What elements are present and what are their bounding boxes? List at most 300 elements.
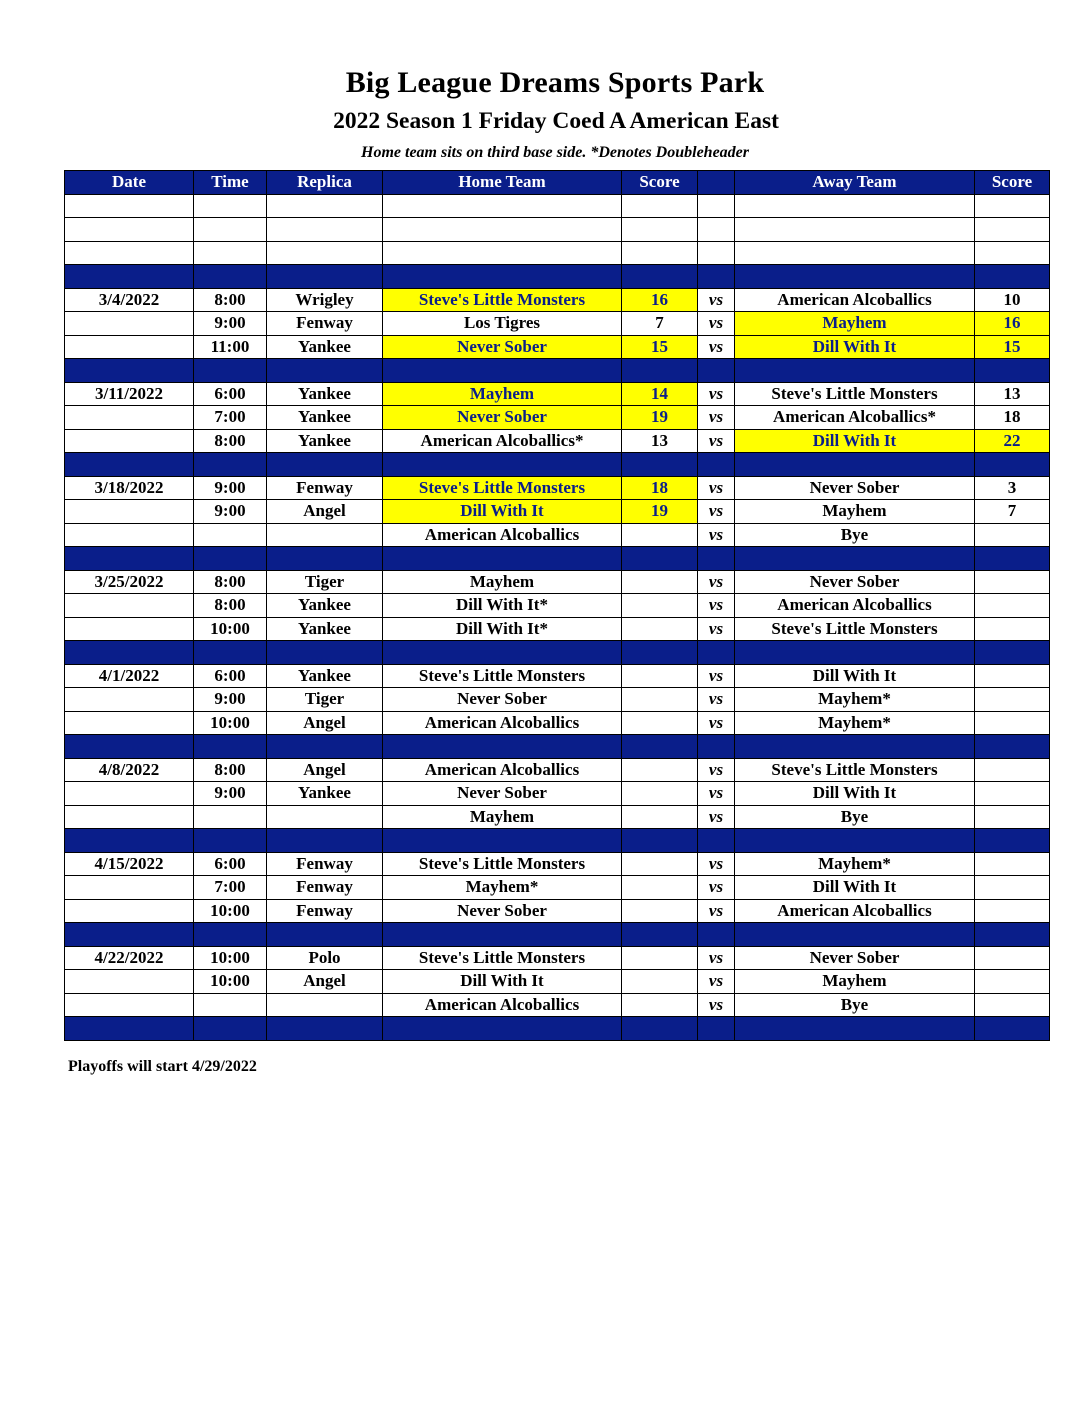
separator-cell — [975, 735, 1050, 759]
away-team-cell: Never Sober — [735, 476, 975, 500]
home-score-cell: 19 — [622, 500, 698, 524]
away-score-cell: 13 — [975, 382, 1050, 406]
away-score-cell — [975, 688, 1050, 712]
vs-cell: vs — [698, 664, 735, 688]
away-team-cell: American Alcoballics — [735, 594, 975, 618]
column-header-date: Date — [65, 171, 194, 195]
away-score-cell: 10 — [975, 288, 1050, 312]
home-team-cell: Steve's Little Monsters — [383, 852, 622, 876]
game-row — [65, 594, 1050, 618]
separator-cell — [267, 735, 383, 759]
blank-cell — [65, 194, 194, 218]
home-score-cell — [622, 782, 698, 806]
away-score-cell — [975, 993, 1050, 1017]
home-score-cell: 7 — [622, 312, 698, 336]
vs-cell: vs — [698, 993, 735, 1017]
home-score-cell — [622, 758, 698, 782]
game-row — [65, 429, 1050, 453]
replica-field-cell: Tiger — [267, 570, 383, 594]
date-cell — [65, 617, 194, 641]
vs-cell: vs — [698, 406, 735, 430]
blank-row — [65, 241, 1050, 265]
date-cell: 3/25/2022 — [65, 570, 194, 594]
replica-field-cell: Tiger — [267, 688, 383, 712]
home-team-cell: Dill With It* — [383, 617, 622, 641]
week-separator-row — [65, 829, 1050, 853]
time-cell: 10:00 — [194, 899, 267, 923]
blank-cell — [622, 194, 698, 218]
game-row — [65, 382, 1050, 406]
home-score-cell — [622, 523, 698, 547]
home-team-cell: American Alcoballics — [383, 993, 622, 1017]
game-row — [65, 476, 1050, 500]
blank-cell — [622, 218, 698, 242]
home-team-cell: Dill With It — [383, 500, 622, 524]
date-cell — [65, 406, 194, 430]
time-cell: 10:00 — [194, 617, 267, 641]
separator-cell — [698, 641, 735, 665]
separator-cell — [975, 923, 1050, 947]
home-team-cell: Mayhem — [383, 382, 622, 406]
date-cell — [65, 782, 194, 806]
column-header-time: Time — [194, 171, 267, 195]
schedule-table — [64, 170, 1050, 1041]
separator-cell — [735, 453, 975, 477]
separator-cell — [622, 641, 698, 665]
time-cell: 11:00 — [194, 335, 267, 359]
home-score-cell: 15 — [622, 335, 698, 359]
vs-cell: vs — [698, 382, 735, 406]
separator-cell — [65, 829, 194, 853]
date-cell: 4/15/2022 — [65, 852, 194, 876]
blank-cell — [267, 194, 383, 218]
separator-cell — [383, 829, 622, 853]
blank-cell — [194, 218, 267, 242]
replica-field-cell: Fenway — [267, 312, 383, 336]
vs-cell: vs — [698, 476, 735, 500]
away-team-cell: Bye — [735, 993, 975, 1017]
separator-cell — [622, 547, 698, 571]
blank-row — [65, 218, 1050, 242]
blank-cell — [622, 241, 698, 265]
date-cell: 3/18/2022 — [65, 476, 194, 500]
away-score-cell — [975, 782, 1050, 806]
week-separator-row — [65, 641, 1050, 665]
away-team-cell: Dill With It — [735, 335, 975, 359]
home-score-cell — [622, 970, 698, 994]
away-score-cell — [975, 570, 1050, 594]
home-score-cell — [622, 852, 698, 876]
week-separator-row — [65, 1017, 1050, 1041]
time-cell: 10:00 — [194, 711, 267, 735]
time-cell: 10:00 — [194, 946, 267, 970]
away-score-cell: 22 — [975, 429, 1050, 453]
separator-cell — [735, 265, 975, 289]
time-cell: 8:00 — [194, 594, 267, 618]
home-team-cell: American Alcoballics — [383, 711, 622, 735]
column-header-home-score: Score — [622, 171, 698, 195]
home-team-cell: Never Sober — [383, 782, 622, 806]
separator-cell — [383, 453, 622, 477]
separator-cell — [698, 547, 735, 571]
time-cell: 7:00 — [194, 406, 267, 430]
vs-cell: vs — [698, 500, 735, 524]
blank-cell — [735, 194, 975, 218]
game-row — [65, 711, 1050, 735]
home-team-cell: Mayhem — [383, 805, 622, 829]
separator-cell — [975, 453, 1050, 477]
date-cell — [65, 594, 194, 618]
separator-cell — [383, 547, 622, 571]
blank-cell — [698, 194, 735, 218]
game-row — [65, 406, 1050, 430]
game-row — [65, 288, 1050, 312]
away-score-cell — [975, 852, 1050, 876]
home-team-cell: American Alcoballics — [383, 523, 622, 547]
home-score-cell — [622, 993, 698, 1017]
away-team-cell: Never Sober — [735, 946, 975, 970]
blank-cell — [194, 241, 267, 265]
separator-cell — [267, 265, 383, 289]
column-header-replica: Replica — [267, 171, 383, 195]
replica-field-cell: Yankee — [267, 335, 383, 359]
separator-cell — [622, 829, 698, 853]
vs-cell: vs — [698, 805, 735, 829]
separator-cell — [65, 641, 194, 665]
blank-row — [65, 194, 1050, 218]
separator-cell — [735, 547, 975, 571]
vs-cell: vs — [698, 335, 735, 359]
replica-field-cell: Yankee — [267, 594, 383, 618]
separator-cell — [383, 923, 622, 947]
home-team-cell: Never Sober — [383, 335, 622, 359]
week-separator-row — [65, 923, 1050, 947]
vs-cell: vs — [698, 899, 735, 923]
blank-cell — [65, 241, 194, 265]
separator-cell — [698, 265, 735, 289]
replica-field-cell: Yankee — [267, 782, 383, 806]
home-score-cell — [622, 570, 698, 594]
date-cell: 4/1/2022 — [65, 664, 194, 688]
replica-field-cell: Angel — [267, 711, 383, 735]
replica-field-cell: Wrigley — [267, 288, 383, 312]
away-score-cell: 16 — [975, 312, 1050, 336]
away-team-cell: Mayhem — [735, 312, 975, 336]
away-score-cell — [975, 758, 1050, 782]
schedule-note: Home team sits on third base side. *Denotes Doubleheader — [361, 144, 749, 161]
date-cell — [65, 335, 194, 359]
home-score-cell — [622, 688, 698, 712]
separator-cell — [194, 829, 267, 853]
date-cell — [65, 312, 194, 336]
away-team-cell: Dill With It — [735, 664, 975, 688]
column-header-vs — [698, 171, 735, 195]
separator-cell — [735, 641, 975, 665]
time-cell: 9:00 — [194, 476, 267, 500]
separator-cell — [194, 923, 267, 947]
game-row — [65, 899, 1050, 923]
home-team-cell: Dill With It — [383, 970, 622, 994]
separator-cell — [698, 359, 735, 383]
separator-cell — [194, 453, 267, 477]
home-score-cell — [622, 594, 698, 618]
away-team-cell: Mayhem* — [735, 711, 975, 735]
game-row — [65, 970, 1050, 994]
separator-cell — [267, 547, 383, 571]
game-row — [65, 758, 1050, 782]
column-header-away-team: Away Team — [735, 171, 975, 195]
home-team-cell: Dill With It* — [383, 594, 622, 618]
home-team-cell: Mayhem — [383, 570, 622, 594]
game-row — [65, 688, 1050, 712]
week-separator-row — [65, 453, 1050, 477]
vs-cell: vs — [698, 711, 735, 735]
home-score-cell: 19 — [622, 406, 698, 430]
away-score-cell — [975, 946, 1050, 970]
time-cell: 10:00 — [194, 970, 267, 994]
date-cell — [65, 899, 194, 923]
home-score-cell — [622, 664, 698, 688]
time-cell: 7:00 — [194, 876, 267, 900]
date-cell — [65, 711, 194, 735]
home-team-cell: Steve's Little Monsters — [383, 946, 622, 970]
home-score-cell: 13 — [622, 429, 698, 453]
week-separator-row — [65, 547, 1050, 571]
separator-cell — [975, 265, 1050, 289]
separator-cell — [735, 829, 975, 853]
blank-cell — [975, 241, 1050, 265]
vs-cell: vs — [698, 312, 735, 336]
separator-cell — [65, 359, 194, 383]
date-cell — [65, 688, 194, 712]
blank-cell — [383, 241, 622, 265]
blank-cell — [194, 194, 267, 218]
column-header-home-team: Home Team — [383, 171, 622, 195]
blank-cell — [698, 218, 735, 242]
away-team-cell: Dill With It — [735, 782, 975, 806]
separator-cell — [735, 359, 975, 383]
away-score-cell — [975, 876, 1050, 900]
replica-field-cell: Angel — [267, 500, 383, 524]
away-team-cell: Mayhem — [735, 970, 975, 994]
game-row — [65, 993, 1050, 1017]
time-cell: 9:00 — [194, 500, 267, 524]
separator-cell — [383, 1017, 622, 1041]
away-team-cell: Bye — [735, 523, 975, 547]
time-cell: 6:00 — [194, 852, 267, 876]
separator-cell — [698, 453, 735, 477]
vs-cell: vs — [698, 523, 735, 547]
home-team-cell: Steve's Little Monsters — [383, 664, 622, 688]
home-score-cell: 18 — [622, 476, 698, 500]
away-score-cell — [975, 970, 1050, 994]
separator-cell — [194, 265, 267, 289]
blank-cell — [735, 241, 975, 265]
away-team-cell: American Alcoballics — [735, 899, 975, 923]
blank-cell — [65, 218, 194, 242]
home-team-cell: Never Sober — [383, 899, 622, 923]
blank-cell — [698, 241, 735, 265]
replica-field-cell: Yankee — [267, 664, 383, 688]
time-cell: 9:00 — [194, 688, 267, 712]
separator-cell — [735, 1017, 975, 1041]
away-score-cell: 18 — [975, 406, 1050, 430]
game-row — [65, 664, 1050, 688]
separator-cell — [194, 641, 267, 665]
page-title: Big League Dreams Sports Park — [345, 66, 765, 99]
blank-cell — [735, 218, 975, 242]
time-cell: 8:00 — [194, 429, 267, 453]
game-row — [65, 782, 1050, 806]
away-team-cell: Steve's Little Monsters — [735, 617, 975, 641]
separator-cell — [975, 829, 1050, 853]
separator-cell — [383, 359, 622, 383]
away-team-cell: Steve's Little Monsters — [735, 758, 975, 782]
home-score-cell — [622, 899, 698, 923]
separator-cell — [975, 359, 1050, 383]
separator-cell — [267, 923, 383, 947]
vs-cell: vs — [698, 429, 735, 453]
game-row — [65, 312, 1050, 336]
replica-field-cell: Yankee — [267, 406, 383, 430]
blank-cell — [267, 218, 383, 242]
replica-field-cell: Yankee — [267, 617, 383, 641]
away-score-cell: 3 — [975, 476, 1050, 500]
date-cell — [65, 429, 194, 453]
away-team-cell: Never Sober — [735, 570, 975, 594]
separator-cell — [622, 923, 698, 947]
date-cell — [65, 970, 194, 994]
away-score-cell — [975, 664, 1050, 688]
separator-cell — [65, 735, 194, 759]
game-row — [65, 876, 1050, 900]
blank-cell — [383, 218, 622, 242]
vs-cell: vs — [698, 617, 735, 641]
separator-cell — [975, 641, 1050, 665]
time-cell: 6:00 — [194, 664, 267, 688]
replica-field-cell: Fenway — [267, 476, 383, 500]
separator-cell — [622, 735, 698, 759]
away-team-cell: Mayhem — [735, 500, 975, 524]
replica-field-cell: Fenway — [267, 876, 383, 900]
playoffs-note: Playoffs will start 4/29/2022 — [68, 1058, 257, 1075]
time-cell: 8:00 — [194, 758, 267, 782]
week-separator-row — [65, 265, 1050, 289]
home-score-cell — [622, 617, 698, 641]
home-score-cell: 16 — [622, 288, 698, 312]
replica-field-cell: Fenway — [267, 899, 383, 923]
away-score-cell — [975, 805, 1050, 829]
away-team-cell: Dill With It — [735, 429, 975, 453]
replica-field-cell — [267, 993, 383, 1017]
away-team-cell: Steve's Little Monsters — [735, 382, 975, 406]
home-team-cell: Never Sober — [383, 688, 622, 712]
vs-cell: vs — [698, 782, 735, 806]
separator-cell — [622, 453, 698, 477]
date-cell: 4/22/2022 — [65, 946, 194, 970]
home-team-cell: Never Sober — [383, 406, 622, 430]
time-cell: 8:00 — [194, 570, 267, 594]
vs-cell: vs — [698, 970, 735, 994]
column-header-away-score: Score — [975, 171, 1050, 195]
time-cell — [194, 993, 267, 1017]
separator-cell — [194, 735, 267, 759]
away-score-cell: 15 — [975, 335, 1050, 359]
home-score-cell: 14 — [622, 382, 698, 406]
game-row — [65, 617, 1050, 641]
time-cell: 9:00 — [194, 782, 267, 806]
vs-cell: vs — [698, 288, 735, 312]
separator-cell — [698, 735, 735, 759]
blank-cell — [975, 194, 1050, 218]
separator-cell — [194, 359, 267, 383]
date-cell — [65, 500, 194, 524]
schedule-body — [65, 194, 1050, 1040]
time-cell — [194, 523, 267, 547]
date-cell — [65, 876, 194, 900]
table-header-row — [65, 171, 1050, 195]
game-row — [65, 805, 1050, 829]
home-score-cell — [622, 711, 698, 735]
separator-cell — [65, 265, 194, 289]
separator-cell — [267, 1017, 383, 1041]
date-cell: 3/11/2022 — [65, 382, 194, 406]
page-subtitle: 2022 Season 1 Friday Coed A American East — [333, 108, 779, 134]
game-row — [65, 500, 1050, 524]
blank-cell — [383, 194, 622, 218]
separator-cell — [622, 1017, 698, 1041]
vs-cell: vs — [698, 946, 735, 970]
away-team-cell: American Alcoballics* — [735, 406, 975, 430]
date-cell — [65, 523, 194, 547]
game-row — [65, 570, 1050, 594]
separator-cell — [65, 453, 194, 477]
separator-cell — [698, 1017, 735, 1041]
away-team-cell: Mayhem* — [735, 852, 975, 876]
game-row — [65, 523, 1050, 547]
separator-cell — [698, 923, 735, 947]
replica-field-cell: Fenway — [267, 852, 383, 876]
date-cell — [65, 993, 194, 1017]
blank-cell — [975, 218, 1050, 242]
separator-cell — [267, 829, 383, 853]
separator-cell — [975, 547, 1050, 571]
home-team-cell: Los Tigres — [383, 312, 622, 336]
time-cell: 9:00 — [194, 312, 267, 336]
separator-cell — [383, 265, 622, 289]
separator-cell — [735, 735, 975, 759]
vs-cell: vs — [698, 852, 735, 876]
separator-cell — [65, 547, 194, 571]
away-score-cell — [975, 899, 1050, 923]
replica-field-cell: Angel — [267, 758, 383, 782]
time-cell: 8:00 — [194, 288, 267, 312]
separator-cell — [65, 1017, 194, 1041]
home-score-cell — [622, 876, 698, 900]
separator-cell — [267, 359, 383, 383]
replica-field-cell: Polo — [267, 946, 383, 970]
separator-cell — [383, 735, 622, 759]
home-team-cell: Steve's Little Monsters — [383, 288, 622, 312]
game-row — [65, 335, 1050, 359]
replica-field-cell — [267, 523, 383, 547]
vs-cell: vs — [698, 594, 735, 618]
separator-cell — [622, 265, 698, 289]
away-score-cell: 7 — [975, 500, 1050, 524]
replica-field-cell: Yankee — [267, 429, 383, 453]
separator-cell — [975, 1017, 1050, 1041]
vs-cell: vs — [698, 688, 735, 712]
